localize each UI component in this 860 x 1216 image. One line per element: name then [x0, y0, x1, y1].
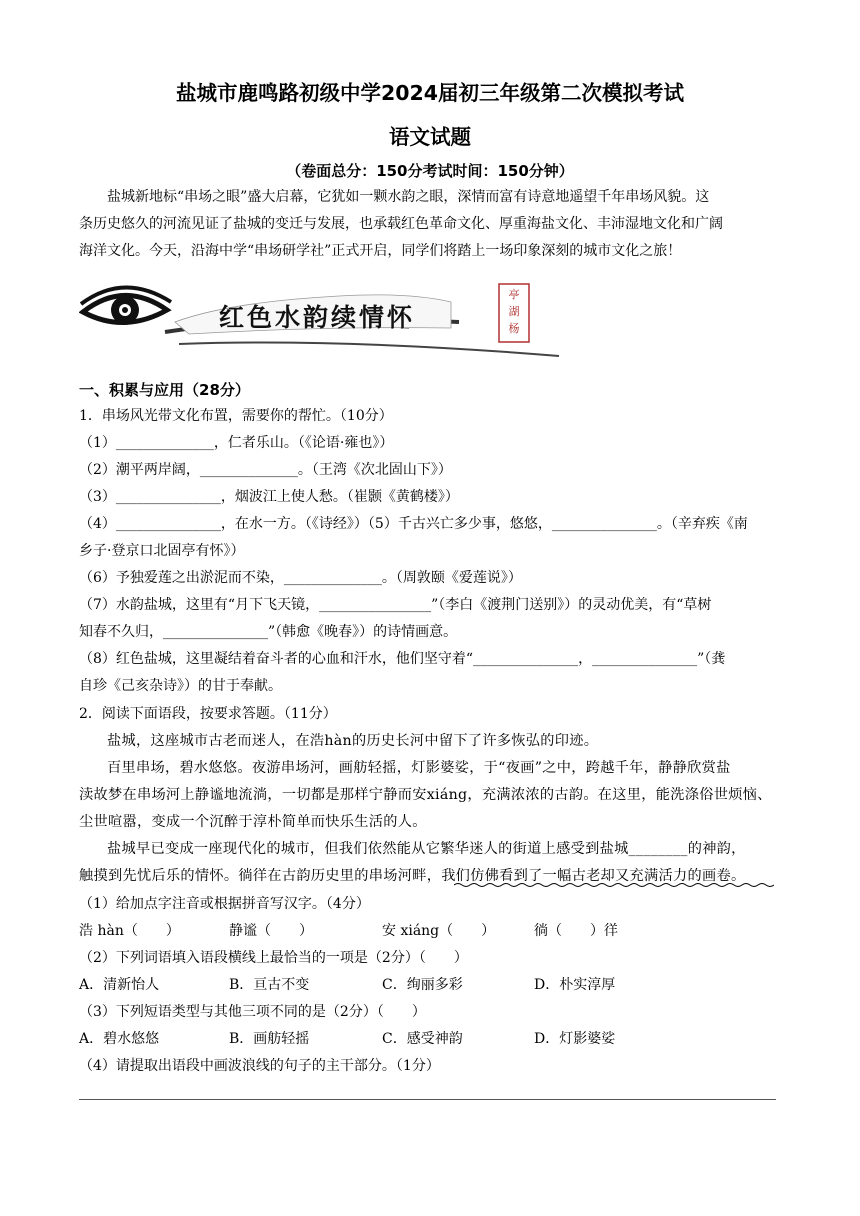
q1-item-2: （2）潮平两岸阔，______________。（王湾《次北固山下》）	[79, 462, 452, 478]
section-1-heading: 一、积累与应用（28分）	[79, 381, 250, 399]
intro-line-1: 盐城新地标“串场之眼”盛大启幕，它犹如一颗水韵之眼，深情而富有诗意地遥望千年串场风貌。这	[107, 189, 710, 205]
banner-title: 红色水韵续情怀	[219, 303, 416, 332]
q2-sub3: （3）下列短语类型与其他三项不同的是（2分）（ ）	[79, 1004, 426, 1020]
sub2-option-a: A．清新怡人	[79, 977, 160, 993]
seal-char-2: 湖	[508, 305, 520, 318]
q2-passage-line-6: 触摸到先忧后乐的情怀。徜徉在古韵历史里的串场河畔，我们仿佛看到了一幅古老却又充满活力的画卷。	[79, 868, 746, 884]
q1-item-3: （3）_______________，烟波江上使人愁。（崔颢《黄鹤楼》）	[79, 489, 459, 505]
sub1-option-2: 静谧（ ）	[229, 923, 313, 939]
sub1-option-1: 浩 hàn（ ）	[79, 923, 180, 939]
q2-passage-line-3: 渎故梦在串场河上静谧地流淌，一切都是那样宁静而安xiáng，充满浓浓的古韵。在这里，能洗涤俗世烦恼、	[79, 787, 772, 803]
q1-item-7: （7）水韵盐城，这里有“月下飞天镜，________________”（李白《渡荆门送别》）的灵动优美，有“草树	[79, 597, 712, 613]
q1-item-6: （6）予独爱莲之出淤泥而不染，______________。（周敦颐《爱莲说》）	[79, 570, 522, 586]
q2-passage-line-5: 盐城早已变成一座现代化的城市，但我们依然能从它繁华迷人的街道上感受到盐城________的神韵，	[107, 841, 746, 857]
q1-item-8: （8）红色盐城，这里凝结着奋斗者的心血和汗水，他们坚守着“_______________，_______________”（龚	[79, 651, 726, 667]
q2-sub2: （2）下列词语填入语段横线上最恰当的一项是（2分）（ ）	[79, 950, 468, 966]
q1-item-7-cont: 知春不久归，_______________”（韩愈《晚春》）的诗情画意。	[79, 624, 458, 640]
sub3-option-c: C．感受神韵	[382, 1031, 463, 1047]
exam-meta: （卷面总分：150分考试时间：150分钟）	[286, 162, 574, 180]
sub3-option-a: A．碧水悠悠	[79, 1031, 160, 1047]
q1-item-4: （4）_______________，在水一方。（《诗经》）（5）千古兴亡多少事，悠悠，_______________。（辛弃疾《南	[79, 516, 748, 532]
sub1-option-3: 安 xiáng（ ）	[382, 923, 496, 939]
q2-sub4: （4）请提取出语段中画波浪线的句子的主干部分。（1分）	[79, 1058, 440, 1074]
wavy-underline	[454, 882, 774, 888]
section-banner	[79, 282, 569, 362]
exam-subject-title: 语文试题	[389, 125, 471, 149]
answer-line[interactable]	[79, 1099, 776, 1100]
seal-char-3: 杨	[508, 322, 520, 335]
q1-item-8-cont: 自珍《己亥杂诗》）的甘于奉献。	[79, 678, 282, 694]
seal-char-1: 亭	[508, 288, 520, 301]
sub3-option-b: B．画舫轻摇	[229, 1031, 310, 1047]
q2-passage-line-4: 尘世喧嚣，变成一个沉醉于淳朴简单而快乐生活的人。	[79, 814, 427, 830]
sub3-option-d: D．灯影婆娑	[534, 1031, 616, 1047]
q2-stem: 2．阅读下面语段，按要求答题。（11分）	[79, 706, 337, 722]
intro-line-2: 条历史悠久的河流见证了盐城的变迁与发展，也承载红色革命文化、厚重海盐文化、丰沛湿地文化和广阔	[79, 216, 723, 232]
q2-sub1: （1）给加点字注音或根据拼音写汉字。（4分）	[79, 896, 370, 912]
sub2-option-b: B．亘古不变	[229, 977, 310, 993]
sub1-option-4: 徜（ ）徉	[534, 923, 618, 939]
intro-line-3: 海洋文化。今天，沿海中学“串场研学社”正式开启，同学们将踏上一场印象深刻的城市文化之旅！	[79, 243, 682, 259]
sub2-option-c: C．绚丽多彩	[382, 977, 463, 993]
sub2-option-d: D．朴实淳厚	[534, 977, 616, 993]
exam-title: 盐城市鹿鸣路初级中学2024届初三年级第二次模拟考试	[175, 81, 685, 105]
q2-passage-line-2: 百里串场，碧水悠悠。夜游串场河，画舫轻摇，灯影婆娑，于“夜画”之中，跨越千年，静静欣赏盐	[107, 760, 731, 776]
banner-seal	[501, 286, 527, 337]
q1-item-1: （1）______________，仁者乐山。（《论语·雍也》）	[79, 435, 394, 451]
q1-item-4-cont: 乡子·登京口北固亭有怀》）	[79, 543, 245, 559]
q1-stem: 1．串场风光带文化布置，需要你的帮忙。（10分）	[79, 408, 393, 424]
q2-passage-line-1: 盐城，这座城市古老而迷人，在浩hàn的历史长河中留下了许多恢弘的印迹。	[107, 733, 599, 749]
